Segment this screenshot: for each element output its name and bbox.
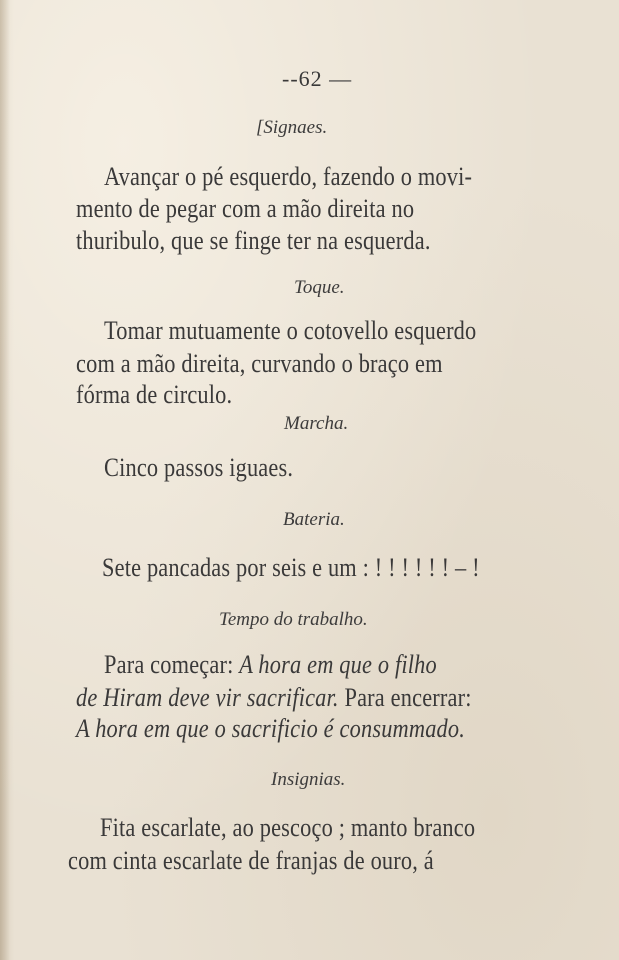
text-line: Fita escarlate, ao pescoço ; manto branco	[100, 813, 476, 842]
section-heading-tempo: Tempo do trabalho.	[219, 609, 368, 630]
text-italic: de Hiram deve vir sacrificar.	[76, 683, 339, 712]
text-line: com a mão direita, curvando o braço em	[76, 349, 443, 378]
page-number: --62 —	[282, 66, 353, 91]
section-heading-insignias: Insignias.	[271, 769, 346, 790]
page-edge-shadow	[0, 0, 10, 960]
text-line: Cinco passos iguaes.	[104, 453, 294, 482]
text-plain: Para começar:	[104, 650, 240, 679]
text-line: fórma de circulo.	[76, 380, 233, 409]
text-line: Tomar mutuamente o cotovello esquerdo	[104, 316, 477, 345]
text-line: com cinta escarlate de franjas de ouro, á	[68, 846, 434, 875]
text-line: A hora em que o sacrificio é consummado.	[76, 714, 466, 743]
section-heading-bateria: Bateria.	[283, 509, 345, 530]
section-heading-toque: Toque.	[294, 277, 345, 298]
text-line: Sete pancadas por seis e um : ! ! ! ! ! ! – !	[102, 553, 480, 582]
text-plain: Para encerrar:	[338, 683, 472, 712]
text-line	[104, 652, 437, 678]
text-line: mento de pegar com a mão direita no	[76, 194, 415, 223]
text-line	[76, 685, 472, 711]
text-line: Avançar o pé esquerdo, fazendo o movi-	[104, 162, 473, 191]
text-line: thuribulo, que se finge ter na esquerda.	[76, 226, 431, 255]
catchword-heading: [Signaes.	[256, 117, 328, 138]
text-italic: A hora em que o filho	[239, 650, 437, 679]
section-heading-marcha: Marcha.	[284, 413, 349, 434]
